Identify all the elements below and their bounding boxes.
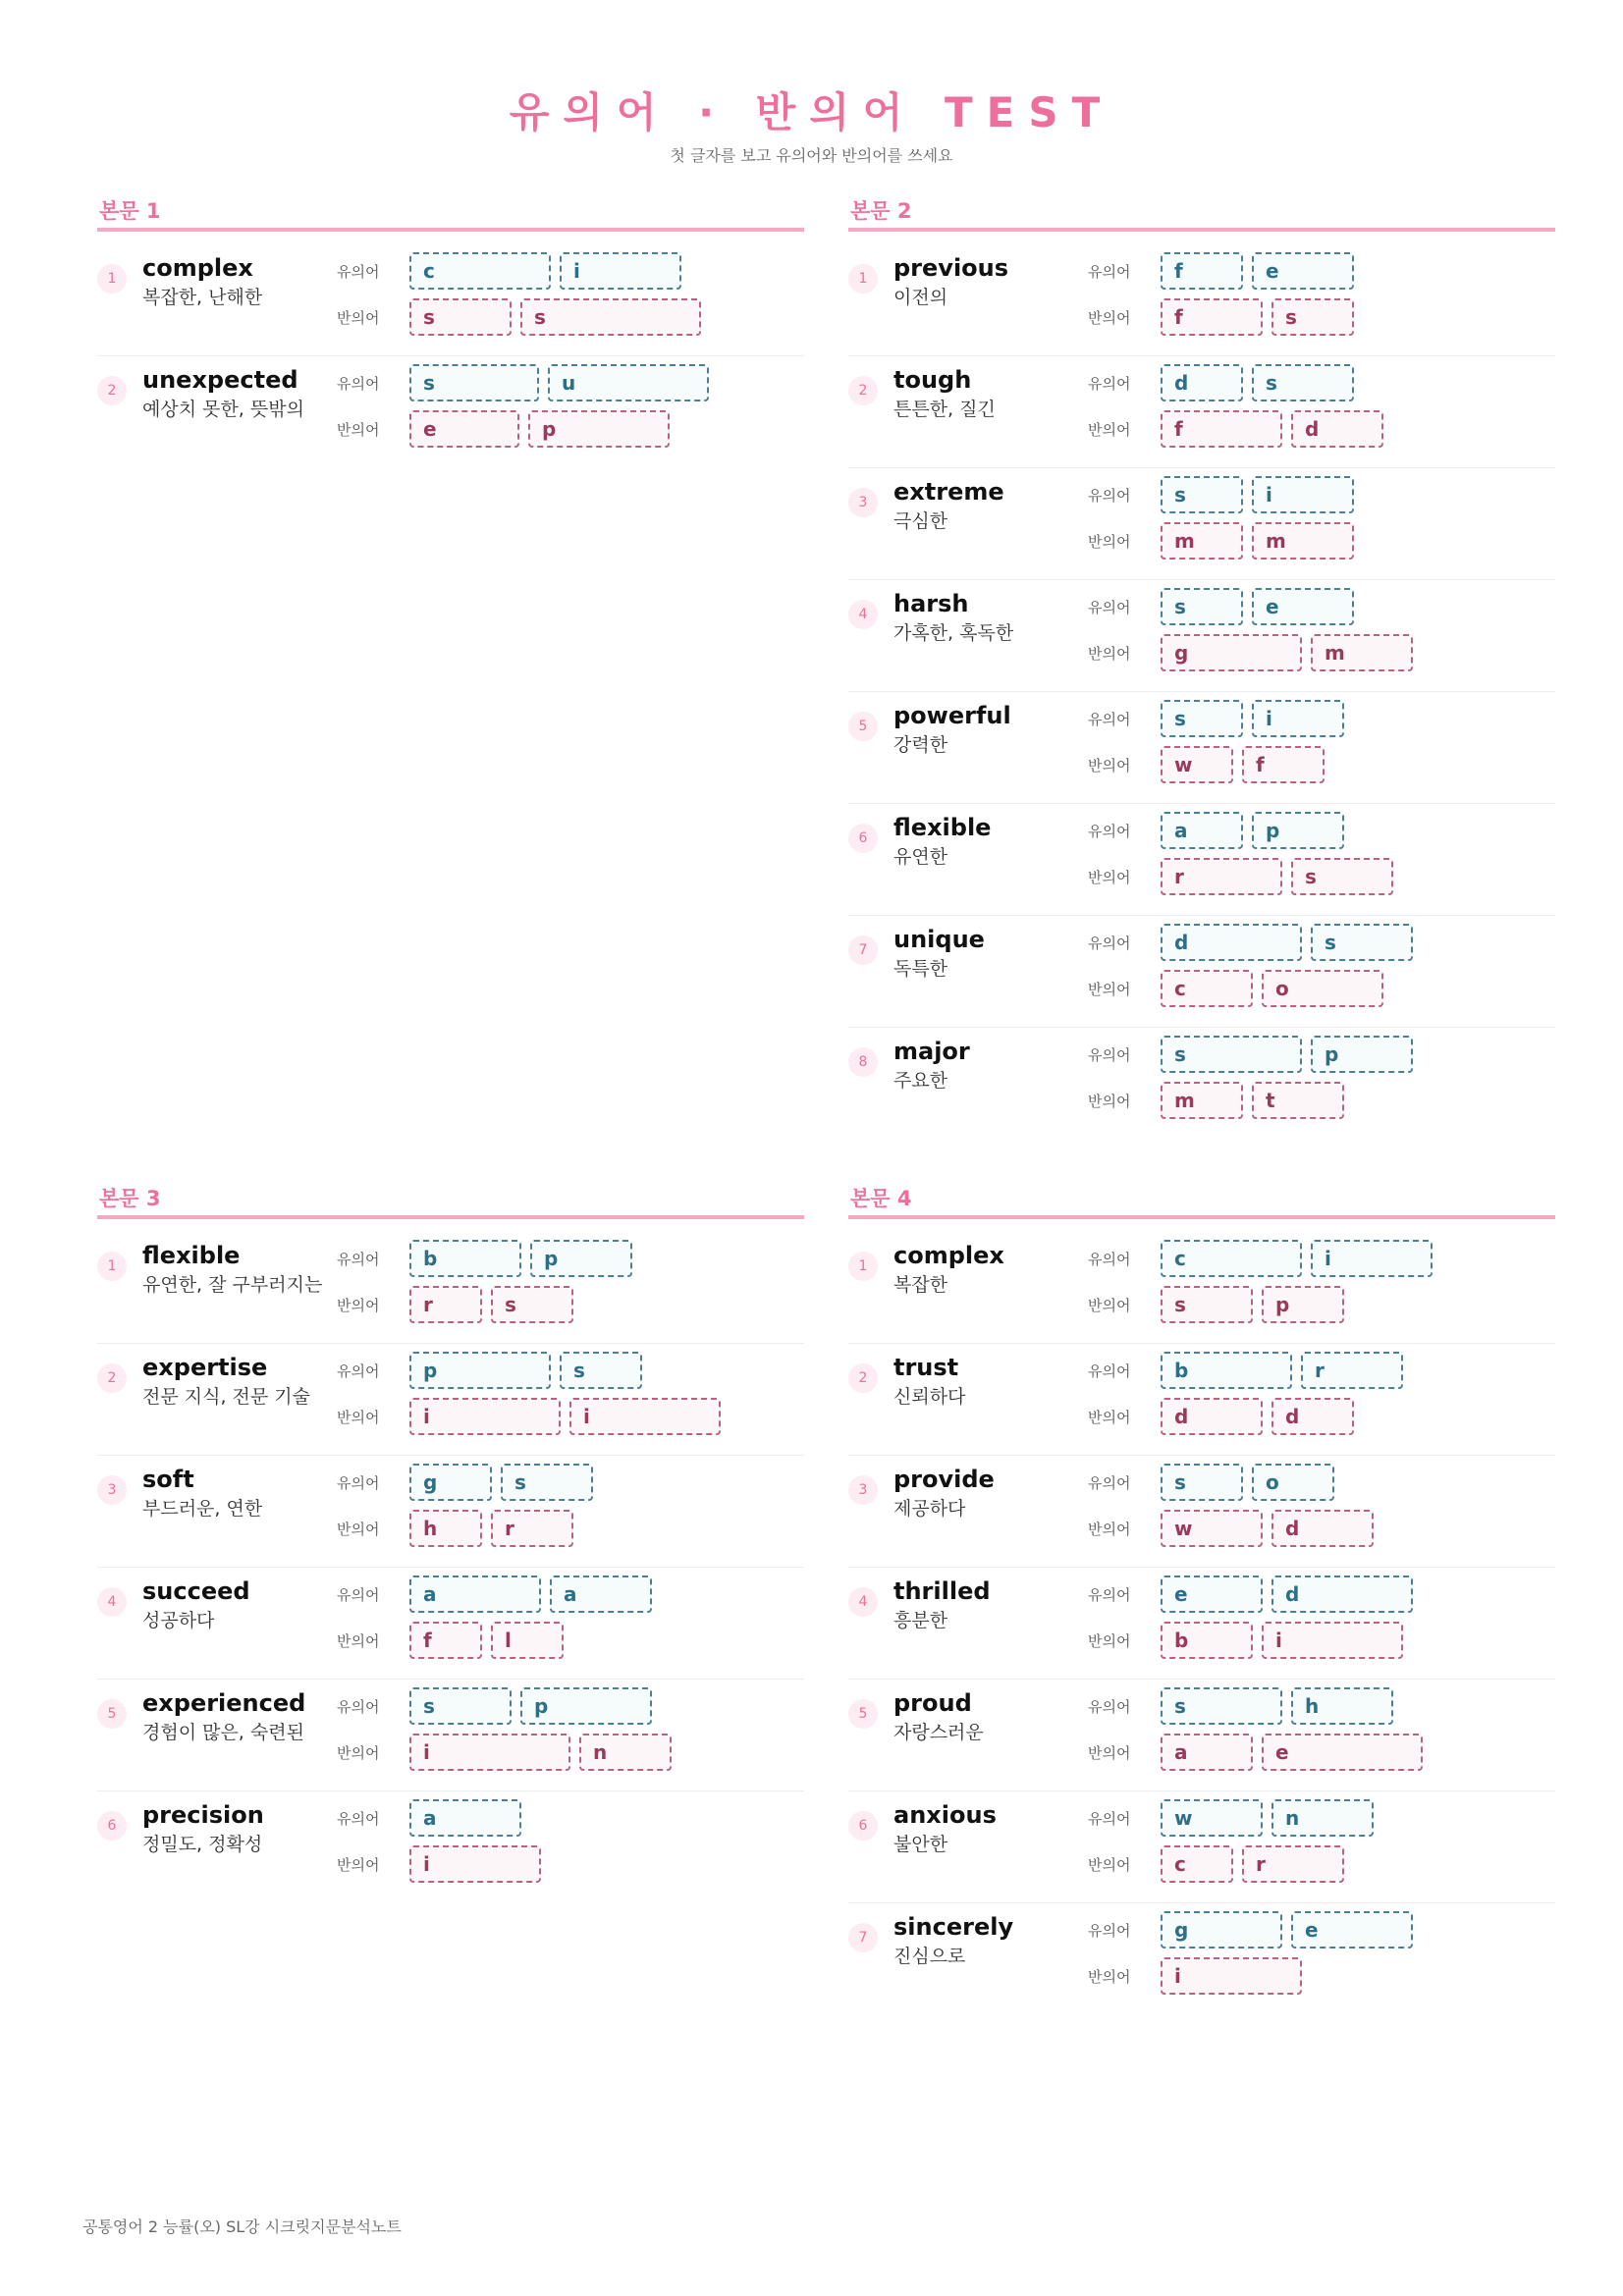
section-2 — [848, 196, 1555, 1140]
vocab-word: sincerely — [893, 1913, 1014, 1941]
antonym-label: 반의어 — [337, 421, 380, 439]
synonym-label: 유의어 — [1088, 823, 1131, 840]
section-title: 본문 2 — [848, 196, 1555, 232]
synonym-answer-box[interactable]: a — [409, 1575, 541, 1613]
vocab-meaning: 유연한, 잘 구부러지는 — [142, 1274, 323, 1296]
vocab-word: powerful — [893, 702, 1011, 729]
vocab-meaning: 불안한 — [893, 1834, 948, 1855]
antonym-label: 반의어 — [1088, 1744, 1131, 1762]
synonym-answer-box[interactable]: s — [1252, 364, 1354, 401]
answer-boxes — [1161, 1575, 1422, 1613]
vocab-word: harsh — [893, 590, 969, 617]
vocab-entry — [97, 1344, 804, 1456]
synonym-answer-box[interactable]: e — [1252, 252, 1354, 290]
vocab-word: extreme — [893, 478, 1004, 506]
entry-number-badge: 7 — [848, 935, 878, 965]
vocab-entry — [97, 356, 804, 468]
antonym-answer-box[interactable]: p — [528, 410, 670, 448]
section-title: 본문 1 — [97, 196, 804, 232]
answer-boxes — [1161, 700, 1353, 737]
entry-number-badge: 3 — [97, 1475, 127, 1505]
synonym-label: 유의어 — [337, 1251, 380, 1268]
answer-boxes — [1161, 1622, 1412, 1659]
antonym-answer-box[interactable]: t — [1252, 1082, 1344, 1119]
antonym-label: 반의어 — [337, 1521, 380, 1538]
vocab-meaning: 튼튼한, 질긴 — [893, 399, 996, 420]
synonym-answer-box[interactable]: s — [1161, 588, 1243, 625]
vocab-entry — [97, 1791, 804, 1903]
antonym-answer-box[interactable]: e — [1262, 1734, 1423, 1771]
answer-boxes — [1161, 1687, 1402, 1725]
antonym-answer-box[interactable]: f — [1242, 746, 1325, 783]
antonym-answer-box[interactable]: d — [1271, 1398, 1354, 1435]
answer-boxes — [409, 1734, 680, 1771]
vocab-word: expertise — [142, 1354, 268, 1381]
synonym-answer-box[interactable]: s — [409, 364, 539, 401]
antonym-answer-box[interactable]: n — [579, 1734, 672, 1771]
antonym-answer-box[interactable]: r — [409, 1286, 482, 1323]
vocab-word: thrilled — [893, 1577, 991, 1605]
synonym-answer-box[interactable]: b — [409, 1240, 521, 1277]
entry-number-badge: 4 — [848, 1587, 878, 1617]
antonym-answer-box[interactable]: s — [491, 1286, 573, 1323]
synonym-answer-box[interactable]: h — [1291, 1687, 1393, 1725]
antonym-answer-box[interactable]: c — [1161, 970, 1253, 1007]
answer-boxes — [1161, 812, 1353, 849]
synonym-answer-box[interactable]: i — [1252, 700, 1344, 737]
answer-boxes — [409, 298, 710, 336]
synonym-answer-box[interactable]: n — [1271, 1799, 1374, 1837]
synonym-answer-box[interactable]: p — [1311, 1036, 1413, 1073]
vocab-meaning: 진심으로 — [893, 1946, 966, 1967]
answer-boxes — [1161, 298, 1363, 336]
answer-boxes — [1161, 1286, 1353, 1323]
antonym-answer-box[interactable]: w — [1161, 1510, 1263, 1547]
antonym-answer-box[interactable]: o — [1262, 970, 1383, 1007]
vocab-meaning: 자랑스러운 — [893, 1722, 984, 1743]
synonym-label: 유의어 — [1088, 1046, 1131, 1064]
vocab-word: complex — [893, 1242, 1004, 1269]
synonym-answer-box[interactable]: p — [520, 1687, 652, 1725]
answer-boxes — [1161, 634, 1422, 671]
answer-boxes — [1161, 1464, 1343, 1501]
antonym-label: 반의어 — [1088, 645, 1131, 663]
antonym-label: 반의어 — [1088, 869, 1131, 886]
vocab-word: succeed — [142, 1577, 250, 1605]
synonym-label: 유의어 — [337, 263, 380, 281]
synonym-answer-box[interactable]: i — [1311, 1240, 1433, 1277]
entry-number-badge: 2 — [97, 1363, 127, 1393]
vocab-meaning: 성공하다 — [142, 1610, 215, 1631]
answer-boxes — [1161, 1799, 1382, 1837]
section-title: 본문 4 — [848, 1184, 1555, 1219]
antonym-answer-box[interactable]: g — [1161, 634, 1302, 671]
antonym-label: 반의어 — [1088, 981, 1131, 998]
vocab-entry — [848, 1903, 1555, 2015]
antonym-answer-box[interactable]: m — [1161, 522, 1243, 560]
antonym-answer-box[interactable]: i — [1262, 1622, 1403, 1659]
synonym-label: 유의어 — [1088, 711, 1131, 728]
entry-number-badge: 8 — [848, 1047, 878, 1077]
entry-number-badge: 2 — [848, 1363, 878, 1393]
synonym-label: 유의어 — [337, 1474, 380, 1492]
vocab-meaning: 주요한 — [893, 1070, 948, 1092]
antonym-answer-box[interactable]: c — [1161, 1845, 1233, 1883]
synonym-answer-box[interactable]: e — [1161, 1575, 1263, 1613]
answer-boxes — [1161, 858, 1402, 895]
antonym-answer-box[interactable]: l — [491, 1622, 564, 1659]
antonym-label: 반의어 — [337, 309, 380, 327]
section-title: 본문 3 — [97, 1184, 804, 1219]
synonym-answer-box[interactable]: e — [1252, 588, 1354, 625]
antonym-label: 반의어 — [337, 1297, 380, 1314]
answer-boxes — [1161, 746, 1333, 783]
vocab-entry — [97, 1568, 804, 1680]
vocab-word: soft — [142, 1466, 194, 1493]
vocab-entry — [848, 468, 1555, 580]
vocab-meaning: 극심한 — [893, 510, 948, 532]
entry-number-badge: 6 — [97, 1811, 127, 1841]
vocab-entry — [848, 356, 1555, 468]
synonym-answer-box[interactable]: a — [1161, 812, 1243, 849]
answer-boxes — [409, 410, 678, 448]
vocab-entry — [848, 1456, 1555, 1568]
entry-number-badge: 5 — [848, 712, 878, 741]
vocab-word: provide — [893, 1466, 995, 1493]
synonym-answer-box[interactable]: p — [530, 1240, 632, 1277]
antonym-answer-box[interactable]: r — [1161, 858, 1282, 895]
synonym-label: 유의어 — [1088, 1586, 1131, 1604]
vocab-word: unexpected — [142, 366, 298, 394]
vocab-entry — [848, 692, 1555, 804]
antonym-answer-box[interactable]: b — [1161, 1622, 1253, 1659]
synonym-answer-box[interactable]: i — [560, 252, 681, 290]
vocab-entry — [848, 1791, 1555, 1903]
antonym-label: 반의어 — [1088, 1409, 1131, 1426]
antonym-answer-box[interactable]: i — [1161, 1957, 1302, 1995]
vocab-meaning: 복잡한 — [893, 1274, 948, 1296]
antonym-label: 반의어 — [1088, 1521, 1131, 1538]
synonym-answer-box[interactable]: u — [548, 364, 709, 401]
vocab-entry — [97, 1680, 804, 1791]
antonym-answer-box[interactable]: i — [409, 1734, 570, 1771]
antonym-label: 반의어 — [1088, 1297, 1131, 1314]
vocab-meaning: 유연한 — [893, 846, 948, 868]
vocab-meaning: 제공하다 — [893, 1498, 966, 1520]
synonym-answer-box[interactable]: p — [1252, 812, 1344, 849]
answer-boxes — [1161, 476, 1363, 513]
synonym-answer-box[interactable]: a — [550, 1575, 652, 1613]
vocab-word: experienced — [142, 1689, 306, 1717]
vocab-meaning: 신뢰하다 — [893, 1386, 966, 1408]
synonym-label: 유의어 — [1088, 1474, 1131, 1492]
antonym-answer-box[interactable]: a — [1161, 1734, 1253, 1771]
synonym-answer-box[interactable]: w — [1161, 1799, 1263, 1837]
vocab-word: precision — [142, 1801, 264, 1829]
entry-number-badge: 6 — [848, 1811, 878, 1841]
vocab-entry — [848, 1344, 1555, 1456]
vocab-meaning: 정밀도, 정확성 — [142, 1834, 263, 1855]
synonym-label: 유의어 — [1088, 934, 1131, 952]
vocab-entry — [848, 580, 1555, 692]
synonym-label: 유의어 — [1088, 487, 1131, 505]
entry-number-badge: 5 — [848, 1699, 878, 1729]
synonym-label: 유의어 — [1088, 263, 1131, 281]
synonym-answer-box[interactable]: s — [1311, 924, 1413, 961]
antonym-label: 반의어 — [1088, 533, 1131, 551]
antonym-label: 반의어 — [1088, 309, 1131, 327]
synonym-label: 유의어 — [1088, 1251, 1131, 1268]
entry-number-badge: 1 — [97, 264, 127, 294]
vocab-word: flexible — [893, 814, 992, 841]
answer-boxes — [409, 1510, 582, 1547]
page-title: 유의어 · 반의어 TEST — [509, 88, 1114, 136]
synonym-answer-box[interactable]: s — [1161, 1687, 1282, 1725]
synonym-answer-box[interactable]: s — [501, 1464, 593, 1501]
synonym-answer-box[interactable]: i — [1252, 476, 1354, 513]
antonym-label: 반의어 — [1088, 1856, 1131, 1874]
antonym-answer-box[interactable]: s — [409, 298, 512, 336]
vocab-word: unique — [893, 926, 985, 953]
vocab-entry — [848, 804, 1555, 916]
section-1 — [97, 196, 804, 468]
synonym-label: 유의어 — [337, 1362, 380, 1380]
synonym-answer-box[interactable]: d — [1271, 1575, 1413, 1613]
synonym-answer-box[interactable]: r — [1301, 1352, 1403, 1389]
antonym-label: 반의어 — [1088, 757, 1131, 774]
antonym-answer-box[interactable]: r — [491, 1510, 573, 1547]
synonym-label: 유의어 — [337, 1586, 380, 1604]
synonym-answer-box[interactable]: c — [409, 252, 551, 290]
answer-boxes — [409, 1845, 550, 1883]
answer-boxes — [1161, 1398, 1363, 1435]
answer-boxes — [409, 1687, 661, 1725]
answer-boxes — [409, 1240, 641, 1277]
synonym-answer-box[interactable]: g — [409, 1464, 492, 1501]
answer-boxes — [1161, 522, 1363, 560]
vocab-meaning: 부드러운, 연한 — [142, 1498, 263, 1520]
antonym-answer-box[interactable]: m — [1161, 1082, 1243, 1119]
antonym-label: 반의어 — [337, 1856, 380, 1874]
entry-number-badge: 1 — [848, 264, 878, 294]
answer-boxes — [409, 1352, 651, 1389]
synonym-answer-box[interactable]: d — [1161, 924, 1302, 961]
entry-number-badge: 3 — [848, 1475, 878, 1505]
synonym-label: 유의어 — [337, 375, 380, 393]
vocab-word: trust — [893, 1354, 959, 1381]
answer-boxes — [1161, 1036, 1422, 1073]
synonym-answer-box[interactable]: s — [1161, 476, 1243, 513]
entry-number-badge: 2 — [97, 376, 127, 405]
antonym-label: 반의어 — [337, 1744, 380, 1762]
synonym-label: 유의어 — [1088, 1698, 1131, 1716]
answer-boxes — [409, 1575, 661, 1613]
synonym-answer-box[interactable]: e — [1291, 1911, 1413, 1949]
antonym-label: 반의어 — [1088, 1093, 1131, 1110]
answer-boxes — [1161, 1352, 1412, 1389]
antonym-answer-box[interactable]: d — [1271, 1510, 1374, 1547]
antonym-answer-box[interactable]: s — [1271, 298, 1354, 336]
antonym-label: 반의어 — [337, 1632, 380, 1650]
antonym-label: 반의어 — [1088, 1632, 1131, 1650]
answer-boxes — [409, 1622, 572, 1659]
answer-boxes — [409, 1799, 530, 1837]
answer-boxes — [1161, 1957, 1311, 1995]
vocab-meaning: 복잡한, 난해한 — [142, 287, 263, 308]
answer-boxes — [1161, 1845, 1353, 1883]
answer-boxes — [1161, 410, 1392, 448]
synonym-answer-box[interactable]: b — [1161, 1352, 1292, 1389]
vocab-entry — [848, 1568, 1555, 1680]
footer-text: 공통영어 2 능률(오) SL강 시크릿지문분석노트 — [82, 2217, 402, 2236]
page-subtitle: 첫 글자를 보고 유의어와 반의어를 쓰세요 — [670, 146, 953, 165]
vocab-entry — [848, 244, 1555, 356]
synonym-answer-box[interactable]: g — [1161, 1911, 1282, 1949]
vocab-word: anxious — [893, 1801, 997, 1829]
answer-boxes — [1161, 970, 1392, 1007]
synonym-answer-box[interactable]: a — [409, 1799, 521, 1837]
vocab-meaning: 가혹한, 혹독한 — [893, 622, 1014, 644]
antonym-answer-box[interactable]: s — [520, 298, 701, 336]
antonym-answer-box[interactable]: f — [1161, 298, 1263, 336]
answer-boxes — [409, 1398, 730, 1435]
entry-number-badge: 1 — [848, 1252, 878, 1281]
vocab-word: flexible — [142, 1242, 241, 1269]
vocab-word: previous — [893, 254, 1009, 282]
answer-boxes — [1161, 252, 1363, 290]
synonym-answer-box[interactable]: s — [409, 1687, 512, 1725]
vocab-meaning: 예상치 못한, 뜻밖의 — [142, 399, 304, 420]
synonym-label: 유의어 — [1088, 1810, 1131, 1828]
vocab-entry — [848, 1232, 1555, 1344]
answer-boxes — [1161, 364, 1363, 401]
antonym-label: 반의어 — [337, 1409, 380, 1426]
section-3 — [97, 1184, 804, 1903]
synonym-answer-box[interactable]: f — [1161, 252, 1243, 290]
section-4 — [848, 1184, 1555, 2015]
antonym-answer-box[interactable]: f — [409, 1622, 482, 1659]
vocab-entry — [848, 916, 1555, 1028]
vocab-entry — [97, 1232, 804, 1344]
synonym-answer-box[interactable]: p — [409, 1352, 551, 1389]
antonym-answer-box[interactable]: s — [1161, 1286, 1253, 1323]
vocab-entry — [97, 244, 804, 356]
antonym-label: 반의어 — [1088, 421, 1131, 439]
antonym-answer-box[interactable]: i — [409, 1398, 561, 1435]
synonym-answer-box[interactable]: d — [1161, 364, 1243, 401]
entry-number-badge: 6 — [848, 824, 878, 853]
antonym-answer-box[interactable]: d — [1291, 410, 1383, 448]
synonym-label: 유의어 — [1088, 1922, 1131, 1940]
synonym-answer-box[interactable]: s — [1161, 1036, 1302, 1073]
vocab-meaning: 흥분한 — [893, 1610, 948, 1631]
answer-boxes — [1161, 1734, 1432, 1771]
answer-boxes — [1161, 1082, 1353, 1119]
entry-number-badge: 4 — [848, 600, 878, 629]
vocab-entry — [97, 1456, 804, 1568]
answer-boxes — [1161, 1510, 1382, 1547]
antonym-answer-box[interactable]: i — [409, 1845, 541, 1883]
synonym-answer-box[interactable]: s — [560, 1352, 642, 1389]
antonym-answer-box[interactable]: p — [1262, 1286, 1344, 1323]
vocab-meaning: 이전의 — [893, 287, 948, 308]
answer-boxes — [409, 1286, 582, 1323]
entry-number-badge: 7 — [848, 1923, 878, 1952]
entry-number-badge: 1 — [97, 1252, 127, 1281]
synonym-label: 유의어 — [1088, 1362, 1131, 1380]
answer-boxes — [1161, 1240, 1441, 1277]
synonym-answer-box[interactable]: s — [1161, 1464, 1243, 1501]
synonym-answer-box[interactable]: s — [1161, 700, 1243, 737]
answer-boxes — [409, 1464, 602, 1501]
antonym-label: 반의어 — [1088, 1968, 1131, 1986]
antonym-answer-box[interactable]: e — [409, 410, 519, 448]
antonym-answer-box[interactable]: r — [1242, 1845, 1344, 1883]
vocab-entry — [848, 1028, 1555, 1140]
synonym-label: 유의어 — [337, 1810, 380, 1828]
vocab-word: complex — [142, 254, 253, 282]
entry-number-badge: 5 — [97, 1699, 127, 1729]
vocab-entry — [848, 1680, 1555, 1791]
answer-boxes — [409, 252, 690, 290]
answer-boxes — [1161, 1911, 1422, 1949]
vocab-meaning: 독특한 — [893, 958, 948, 980]
antonym-answer-box[interactable]: h — [409, 1510, 482, 1547]
synonym-answer-box[interactable]: c — [1161, 1240, 1302, 1277]
vocab-meaning: 경험이 많은, 숙련된 — [142, 1722, 304, 1743]
synonym-answer-box[interactable]: o — [1252, 1464, 1334, 1501]
antonym-answer-box[interactable]: m — [1252, 522, 1354, 560]
vocab-word: major — [893, 1038, 970, 1065]
antonym-answer-box[interactable]: i — [569, 1398, 721, 1435]
synonym-label: 유의어 — [337, 1698, 380, 1716]
antonym-answer-box[interactable]: d — [1161, 1398, 1263, 1435]
vocab-meaning: 전문 지식, 전문 기술 — [142, 1386, 310, 1408]
antonym-answer-box[interactable]: f — [1161, 410, 1282, 448]
entry-number-badge: 3 — [848, 488, 878, 517]
synonym-label: 유의어 — [1088, 375, 1131, 393]
antonym-answer-box[interactable]: s — [1291, 858, 1393, 895]
synonym-label: 유의어 — [1088, 599, 1131, 616]
vocab-word: tough — [893, 366, 972, 394]
answer-boxes — [409, 364, 718, 401]
entry-number-badge: 2 — [848, 376, 878, 405]
vocab-word: proud — [893, 1689, 972, 1717]
answer-boxes — [1161, 924, 1422, 961]
vocab-meaning: 강력한 — [893, 734, 948, 756]
antonym-answer-box[interactable]: m — [1311, 634, 1413, 671]
entry-number-badge: 4 — [97, 1587, 127, 1617]
answer-boxes — [1161, 588, 1363, 625]
antonym-answer-box[interactable]: w — [1161, 746, 1233, 783]
